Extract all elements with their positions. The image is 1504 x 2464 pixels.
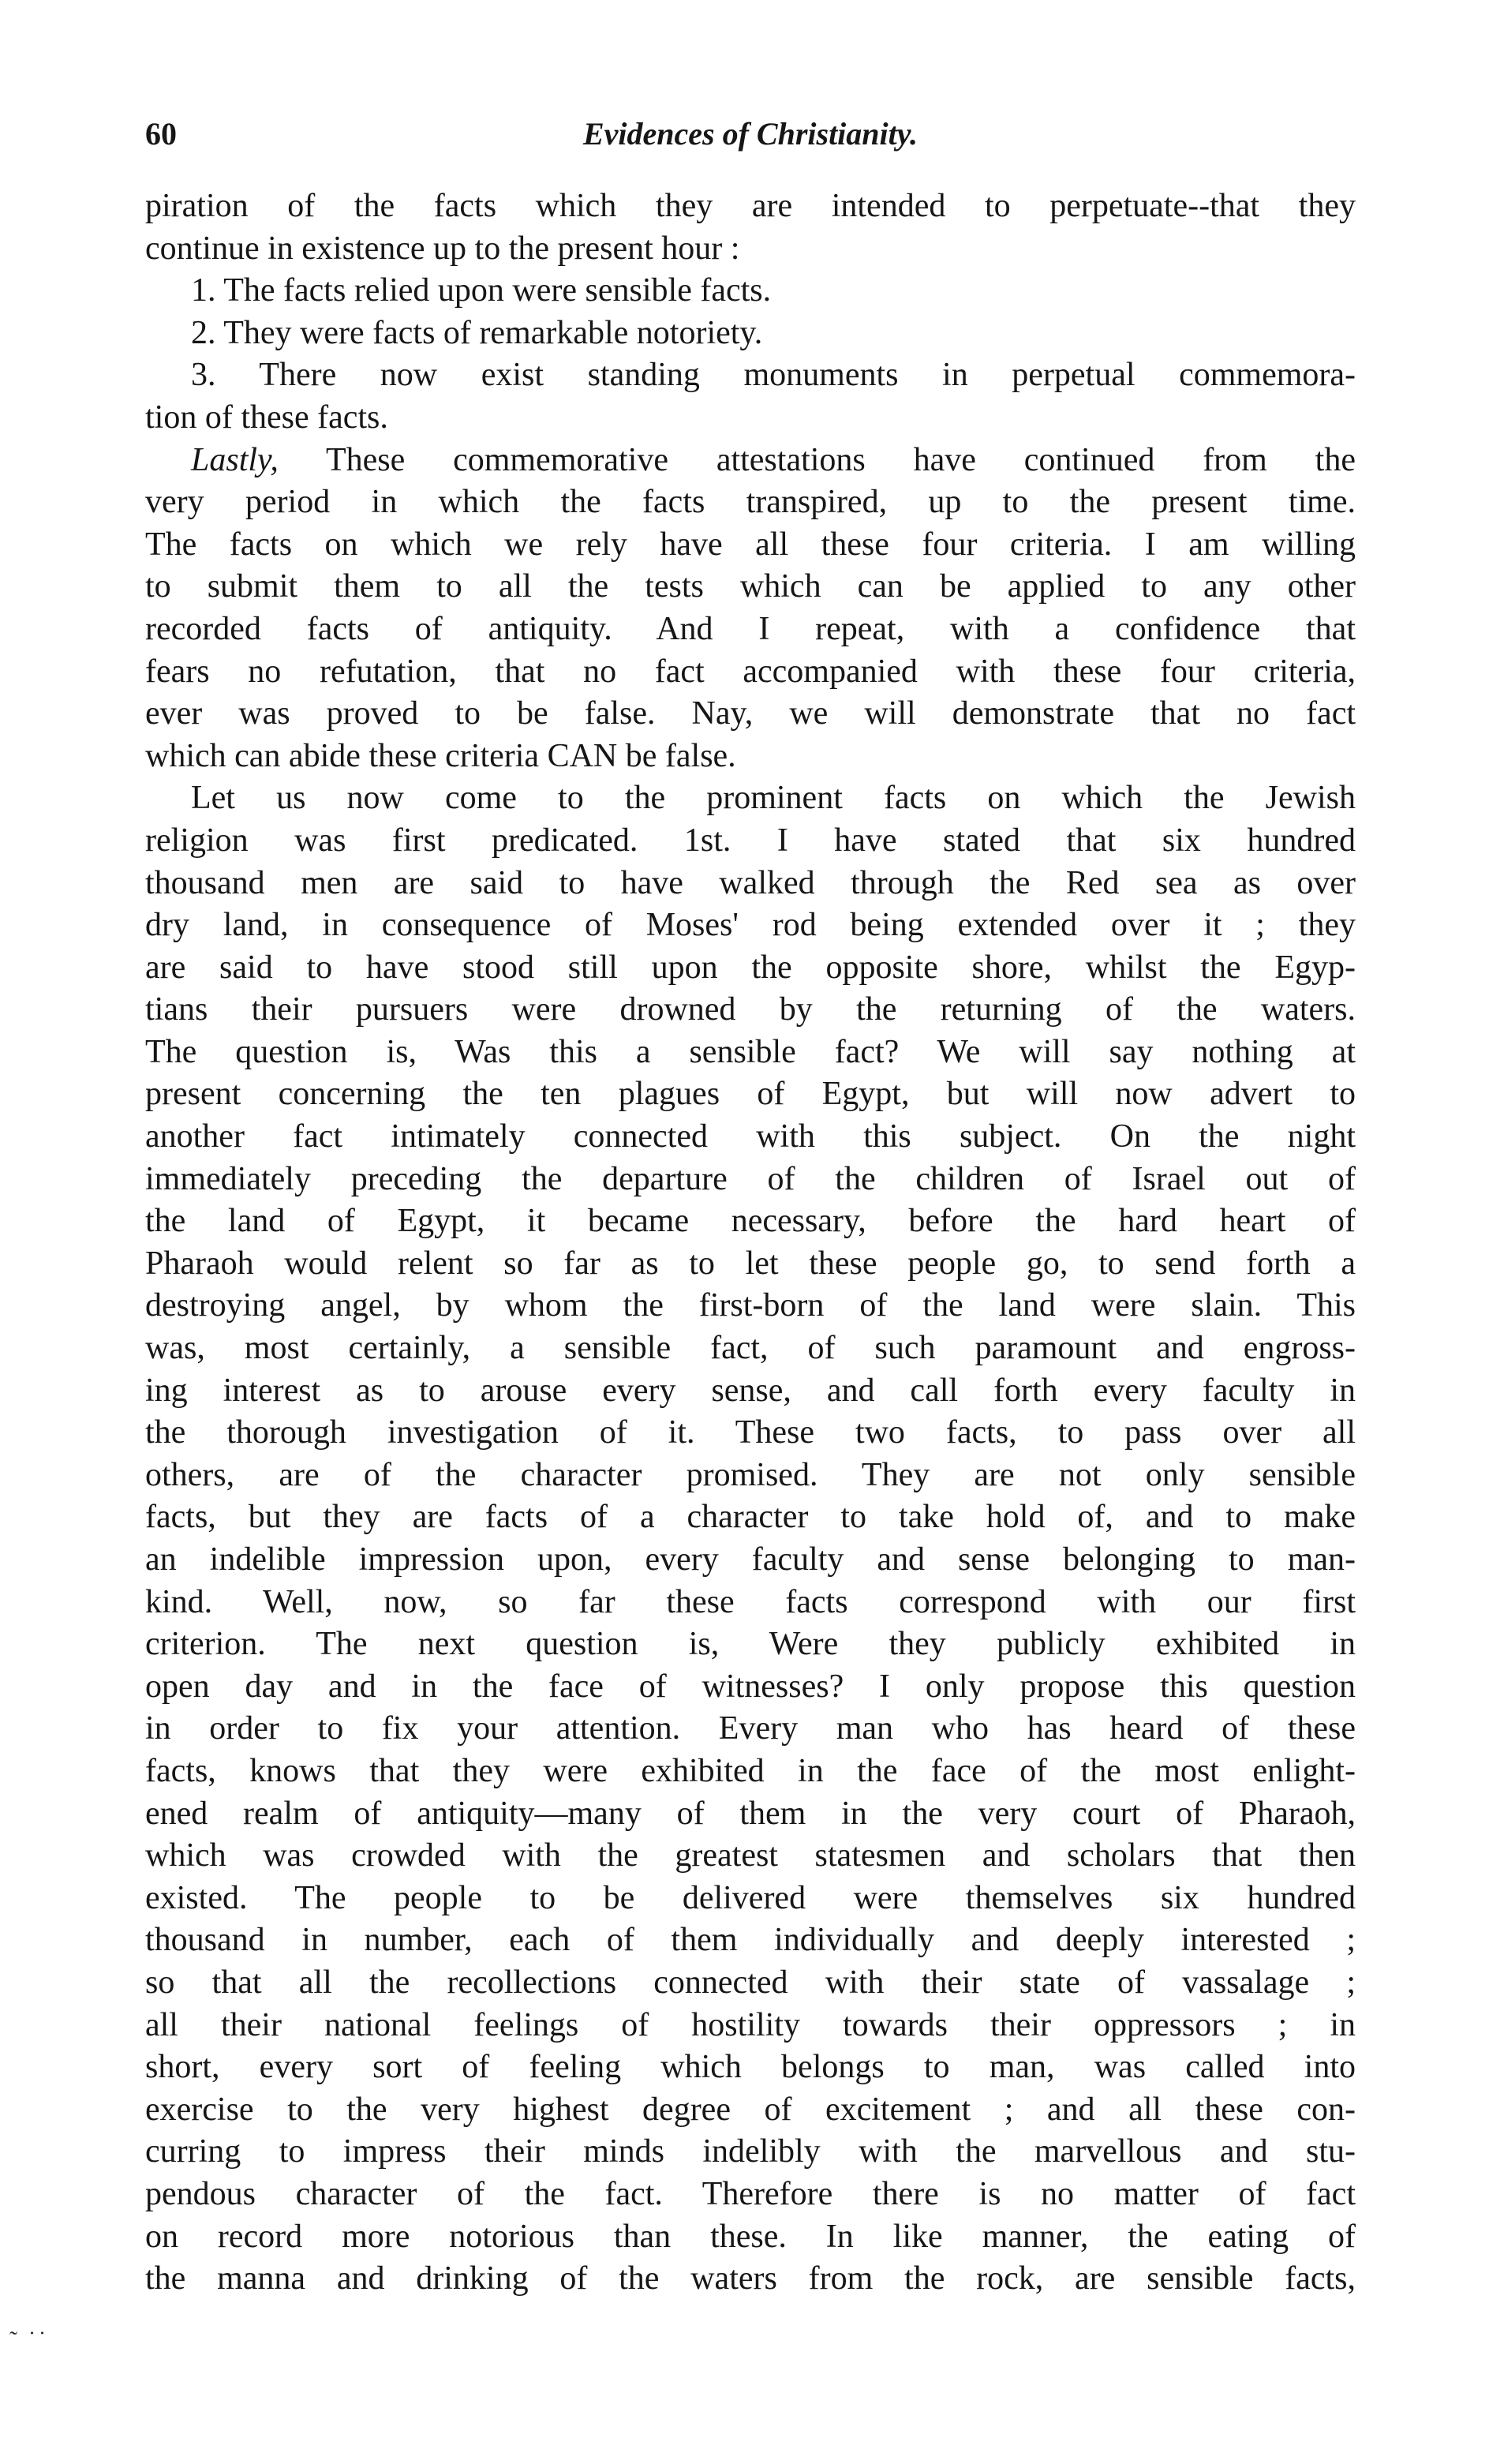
page-number: 60 (145, 116, 177, 152)
text-line: facts, but they are facts of a character to take hold of, and to make (145, 1499, 1356, 1536)
text-line: kind. Well, now, so far these facts correspond with our first (145, 1583, 1356, 1620)
text-line: ing interest as to arouse every sense, and call forth every faculty in (145, 1372, 1356, 1409)
text-line: very period in which the facts transpired, up to the present time. (145, 484, 1356, 521)
text-line: which was crowded with the greatest statesmen and scholars that then (145, 1837, 1356, 1874)
text-line: the manna and drinking of the waters from the rock, are sensible facts, (145, 2260, 1356, 2297)
text-line: continue in existence up to the present hour : (145, 230, 740, 267)
text-line: ened realm of antiquity—many of them in the very court of Pharaoh, (145, 1795, 1356, 1832)
text-line: criterion. The next question is, Were they publicly exhibited in (145, 1626, 1356, 1663)
text-line: others, are of the character promised. They are not only sensible (145, 1456, 1356, 1493)
text-line: destroying angel, by whom the first-born of the land were slain. This (145, 1287, 1356, 1324)
text-line: so that all the recollections connected with their state of vassalage ; (145, 1964, 1356, 2001)
running-title: Evidences of Christianity. (582, 116, 918, 152)
text-line: piration of the facts which they are intended to perpetuate--that they (145, 188, 1356, 224)
text-line: tians their pursuers were drowned by the returning of the waters. (145, 991, 1356, 1028)
text-line: open day and in the face of witnesses? I only propose this question (145, 1668, 1356, 1705)
text-line: immediately preceding the departure of the children of Israel out of (145, 1160, 1356, 1197)
text-line: existed. The people to be delivered were themselves six hundred (145, 1879, 1356, 1916)
text-line: Pharaoh would relent so far as to let these people go, to send forth a (145, 1245, 1356, 1282)
text-line: The question is, Was this a sensible fact? We will say nothing at (145, 1033, 1356, 1070)
text-line: exercise to the very highest degree of excitement ; and all these con- (145, 2091, 1356, 2128)
text-line: thousand in number, each of them individually and deeply interested ; (145, 1922, 1356, 1959)
text-line: the thorough investigation of it. These two facts, to pass over all (145, 1414, 1356, 1451)
text-line: 3. There now exist standing monuments in perpetual commemora- (191, 357, 1356, 394)
body-text (145, 185, 1356, 2301)
text-line: another fact intimately connected with this subject. On the night (145, 1118, 1356, 1155)
text-line: dry land, in consequence of Moses' rod being extended over it ; they (145, 907, 1356, 944)
text-line: present concerning the ten plagues of Egypt, but will now advert to (145, 1076, 1356, 1113)
text-line: on record more notorious than these. In like manner, the eating of (145, 2218, 1356, 2255)
text-line: The facts on which we rely have all these four criteria. I am willing (145, 526, 1356, 563)
text-line: 2. They were facts of remarkable notoriety. (191, 314, 763, 351)
text-line: ever was proved to be false. Nay, we will demonstrate that no fact (145, 695, 1356, 732)
text-line: all their national feelings of hostility towards their oppressors ; in (145, 2006, 1356, 2043)
text-line: recorded facts of antiquity. And I repeat, with a confidence that (145, 610, 1356, 647)
text-line: to submit them to all the tests which can be applied to any other (145, 568, 1356, 605)
text-line: thousand men are said to have walked through the Red sea as over (145, 864, 1356, 901)
text-line: the land of Egypt, it became necessary, before the hard heart of (145, 1203, 1356, 1240)
text-line: was, most certainly, a sensible fact, of such paramount and engross- (145, 1330, 1356, 1367)
text-line: facts, knows that they were exhibited in the face of the most enlight- (145, 1752, 1356, 1789)
text-line: are said to have stood still upon the opposite shore, whilst the Egyp- (145, 949, 1356, 986)
text-line: an indelible impression upon, every faculty and sense belonging to man- (145, 1541, 1356, 1578)
margin-mark: ˜ ˙˙ (9, 2327, 49, 2353)
text-line: curring to impress their minds indelibly with the marvellous and stu- (145, 2133, 1356, 2170)
running-head (145, 110, 1356, 158)
text-line: tion of these facts. (145, 399, 388, 436)
text-line: short, every sort of feeling which belongs to man, was called into (145, 2049, 1356, 2086)
text-line: in order to fix your attention. Every man who has heard of these (145, 1710, 1356, 1747)
text-line: Let us now come to the prominent facts on which the Jewish (191, 780, 1356, 817)
text-line: 1. The facts relied upon were sensible facts. (191, 272, 772, 309)
text-line: Lastly, These commemorative attestations have continued from the (191, 441, 1356, 478)
text-line: pendous character of the fact. Therefore there is no matter of fact (145, 2175, 1356, 2212)
text-line: fears no refutation, that no fact accompanied with these four criteria, (145, 653, 1356, 690)
text-line: which can abide these criteria CAN be false. (145, 737, 736, 774)
text-line: religion was first predicated. 1st. I have stated that six hundred (145, 822, 1356, 859)
